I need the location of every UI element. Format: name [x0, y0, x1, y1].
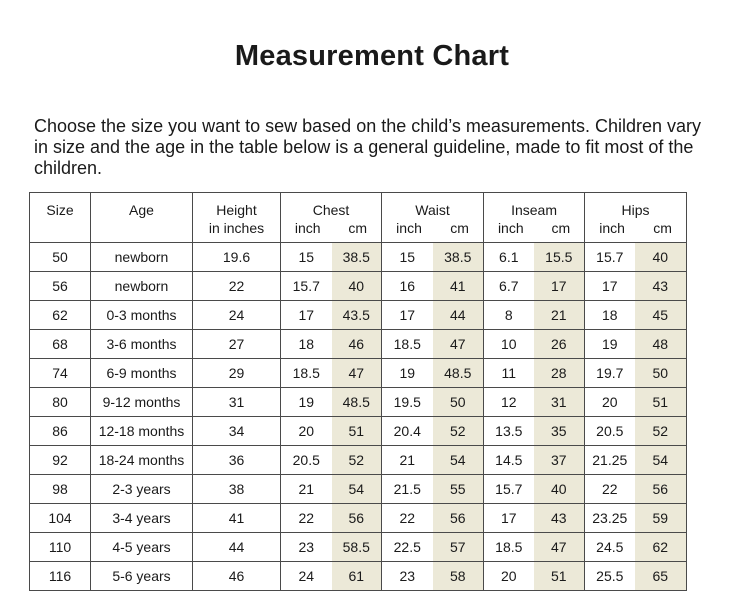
cell-waist-cm: 50	[433, 388, 484, 417]
header-inseam	[484, 193, 585, 243]
header-inseam-inch: inch	[497, 220, 524, 236]
cell-hips-inch: 22	[585, 475, 635, 504]
header-waist-cm: cm	[450, 220, 469, 236]
cell-size: 50	[30, 243, 91, 272]
cell-size: 104	[30, 504, 91, 533]
cell-inseam-inch: 12	[484, 388, 534, 417]
cell-waist-inch: 15	[382, 243, 433, 272]
cell-height: 44	[193, 533, 281, 562]
cell-height: 24	[193, 301, 281, 330]
cell-inseam-cm: 15.5	[534, 243, 585, 272]
cell-chest-inch: 15.7	[281, 272, 332, 301]
cell-inseam-inch: 6.7	[484, 272, 534, 301]
header-height	[193, 193, 281, 243]
table-row	[30, 417, 687, 446]
cell-age: 6-9 months	[91, 359, 193, 388]
cell-waist-inch: 23	[382, 562, 433, 591]
cell-height: 19.6	[193, 243, 281, 272]
cell-hips-cm: 43	[635, 272, 687, 301]
header-hips	[585, 193, 687, 243]
cell-hips-inch: 20.5	[585, 417, 635, 446]
cell-inseam-cm: 37	[534, 446, 585, 475]
cell-age: 5-6 years	[91, 562, 193, 591]
cell-hips-cm: 50	[635, 359, 687, 388]
page-title: Measurement Chart	[234, 40, 510, 72]
cell-hips-inch: 19	[585, 330, 635, 359]
cell-chest-cm: 52	[332, 446, 382, 475]
cell-chest-inch: 20.5	[281, 446, 332, 475]
cell-height: 31	[193, 388, 281, 417]
cell-waist-inch: 16	[382, 272, 433, 301]
cell-inseam-inch: 20	[484, 562, 534, 591]
cell-waist-cm: 57	[433, 533, 484, 562]
cell-age: newborn	[91, 272, 193, 301]
cell-inseam-cm: 47	[534, 533, 585, 562]
header-inseam-cm: cm	[551, 220, 571, 236]
cell-chest-cm: 47	[332, 359, 382, 388]
cell-inseam-inch: 11	[484, 359, 534, 388]
cell-waist-cm: 48.5	[433, 359, 484, 388]
cell-waist-inch: 22.5	[382, 533, 433, 562]
cell-age: newborn	[91, 243, 193, 272]
cell-size: 86	[30, 417, 91, 446]
table-row	[30, 243, 687, 272]
cell-waist-inch: 22	[382, 504, 433, 533]
table-row	[30, 359, 687, 388]
header-inseam-label: Inseam	[511, 202, 557, 218]
cell-inseam-inch: 10	[484, 330, 534, 359]
cell-hips-inch: 24.5	[585, 533, 635, 562]
cell-hips-cm: 51	[635, 388, 687, 417]
table-row	[30, 301, 687, 330]
header-size: Size	[30, 193, 91, 243]
cell-inseam-cm: 51	[534, 562, 585, 591]
table-row	[30, 388, 687, 417]
cell-chest-inch: 19	[281, 388, 332, 417]
cell-inseam-cm: 28	[534, 359, 585, 388]
cell-age: 0-3 months	[91, 301, 193, 330]
cell-chest-cm: 38.5	[332, 243, 382, 272]
header-waist-label: Waist	[415, 202, 450, 218]
cell-waist-cm: 41	[433, 272, 484, 301]
cell-size: 110	[30, 533, 91, 562]
cell-waist-cm: 52	[433, 417, 484, 446]
cell-chest-cm: 46	[332, 330, 382, 359]
cell-waist-inch: 19.5	[382, 388, 433, 417]
cell-height: 41	[193, 504, 281, 533]
cell-size: 56	[30, 272, 91, 301]
header-hips-inch: inch	[599, 220, 625, 236]
header-height-line1: Height	[216, 202, 257, 218]
cell-waist-cm: 38.5	[433, 243, 484, 272]
cell-height: 29	[193, 359, 281, 388]
header-chest-label: Chest	[312, 202, 350, 218]
cell-chest-cm: 40	[332, 272, 382, 301]
cell-inseam-cm: 31	[534, 388, 585, 417]
cell-chest-inch: 21	[281, 475, 332, 504]
cell-hips-inch: 21.25	[585, 446, 635, 475]
cell-hips-inch: 25.5	[585, 562, 635, 591]
cell-hips-cm: 48	[635, 330, 687, 359]
measurement-table	[29, 192, 687, 591]
cell-chest-inch: 18	[281, 330, 332, 359]
cell-chest-inch: 24	[281, 562, 332, 591]
cell-size: 92	[30, 446, 91, 475]
intro-paragraph: Choose the size you want to sew based on the child’s measurements. Children vary in size and the age in the table below is a general guideline, made to fit most of the children.	[34, 116, 702, 178]
cell-waist-cm: 56	[433, 504, 484, 533]
cell-chest-inch: 23	[281, 533, 332, 562]
cell-chest-inch: 20	[281, 417, 332, 446]
header-waist-inch: inch	[396, 220, 422, 236]
cell-age: 2-3 years	[91, 475, 193, 504]
cell-height: 27	[193, 330, 281, 359]
table-row	[30, 330, 687, 359]
cell-size: 74	[30, 359, 91, 388]
cell-chest-cm: 58.5	[332, 533, 382, 562]
cell-height: 34	[193, 417, 281, 446]
header-hips-label: Hips	[621, 202, 650, 218]
cell-inseam-cm: 43	[534, 504, 585, 533]
table-row	[30, 475, 687, 504]
cell-size: 62	[30, 301, 91, 330]
cell-age: 9-12 months	[91, 388, 193, 417]
cell-hips-cm: 65	[635, 562, 687, 591]
cell-height: 46	[193, 562, 281, 591]
cell-waist-cm: 54	[433, 446, 484, 475]
cell-waist-inch: 19	[382, 359, 433, 388]
cell-hips-inch: 17	[585, 272, 635, 301]
cell-waist-inch: 18.5	[382, 330, 433, 359]
cell-hips-cm: 56	[635, 475, 687, 504]
cell-size: 116	[30, 562, 91, 591]
cell-waist-cm: 47	[433, 330, 484, 359]
cell-age: 3-6 months	[91, 330, 193, 359]
cell-size: 98	[30, 475, 91, 504]
cell-hips-cm: 40	[635, 243, 687, 272]
table-body	[30, 243, 687, 591]
cell-waist-inch: 21.5	[382, 475, 433, 504]
cell-hips-cm: 45	[635, 301, 687, 330]
cell-hips-inch: 19.7	[585, 359, 635, 388]
cell-hips-cm: 59	[635, 504, 687, 533]
cell-waist-inch: 17	[382, 301, 433, 330]
cell-chest-inch: 18.5	[281, 359, 332, 388]
cell-chest-cm: 43.5	[332, 301, 382, 330]
cell-chest-cm: 61	[332, 562, 382, 591]
header-chest	[281, 193, 382, 243]
cell-inseam-inch: 6.1	[484, 243, 534, 272]
cell-inseam-inch: 15.7	[484, 475, 534, 504]
cell-height: 36	[193, 446, 281, 475]
cell-waist-cm: 44	[433, 301, 484, 330]
cell-chest-inch: 17	[281, 301, 332, 330]
cell-inseam-inch: 13.5	[484, 417, 534, 446]
cell-age: 12-18 months	[91, 417, 193, 446]
cell-waist-inch: 20.4	[382, 417, 433, 446]
cell-inseam-cm: 26	[534, 330, 585, 359]
cell-size: 68	[30, 330, 91, 359]
cell-inseam-cm: 21	[534, 301, 585, 330]
cell-chest-cm: 48.5	[332, 388, 382, 417]
table-header-row	[30, 193, 687, 243]
table-row	[30, 272, 687, 301]
table-row	[30, 504, 687, 533]
cell-inseam-cm: 17	[534, 272, 585, 301]
cell-waist-cm: 55	[433, 475, 484, 504]
cell-waist-cm: 58	[433, 562, 484, 591]
cell-inseam-inch: 14.5	[484, 446, 534, 475]
cell-height: 22	[193, 272, 281, 301]
cell-hips-inch: 23.25	[585, 504, 635, 533]
header-waist	[382, 193, 484, 243]
cell-age: 4-5 years	[91, 533, 193, 562]
cell-chest-inch: 22	[281, 504, 332, 533]
table-row	[30, 562, 687, 591]
cell-inseam-cm: 35	[534, 417, 585, 446]
cell-inseam-cm: 40	[534, 475, 585, 504]
cell-hips-cm: 54	[635, 446, 687, 475]
header-hips-cm: cm	[653, 220, 672, 236]
cell-chest-cm: 56	[332, 504, 382, 533]
cell-age: 18-24 months	[91, 446, 193, 475]
cell-hips-cm: 52	[635, 417, 687, 446]
cell-chest-inch: 15	[281, 243, 332, 272]
cell-hips-inch: 15.7	[585, 243, 635, 272]
cell-waist-inch: 21	[382, 446, 433, 475]
cell-height: 38	[193, 475, 281, 504]
header-age: Age	[91, 193, 193, 243]
table-row	[30, 446, 687, 475]
cell-hips-cm: 62	[635, 533, 687, 562]
header-chest-cm: cm	[348, 220, 368, 236]
cell-chest-cm: 51	[332, 417, 382, 446]
header-height-line2: in inches	[208, 220, 265, 236]
cell-hips-inch: 20	[585, 388, 635, 417]
cell-age: 3-4 years	[91, 504, 193, 533]
cell-inseam-inch: 17	[484, 504, 534, 533]
header-chest-inch: inch	[294, 220, 321, 236]
cell-inseam-inch: 18.5	[484, 533, 534, 562]
cell-inseam-inch: 8	[484, 301, 534, 330]
cell-size: 80	[30, 388, 91, 417]
table-row	[30, 533, 687, 562]
cell-hips-inch: 18	[585, 301, 635, 330]
cell-chest-cm: 54	[332, 475, 382, 504]
